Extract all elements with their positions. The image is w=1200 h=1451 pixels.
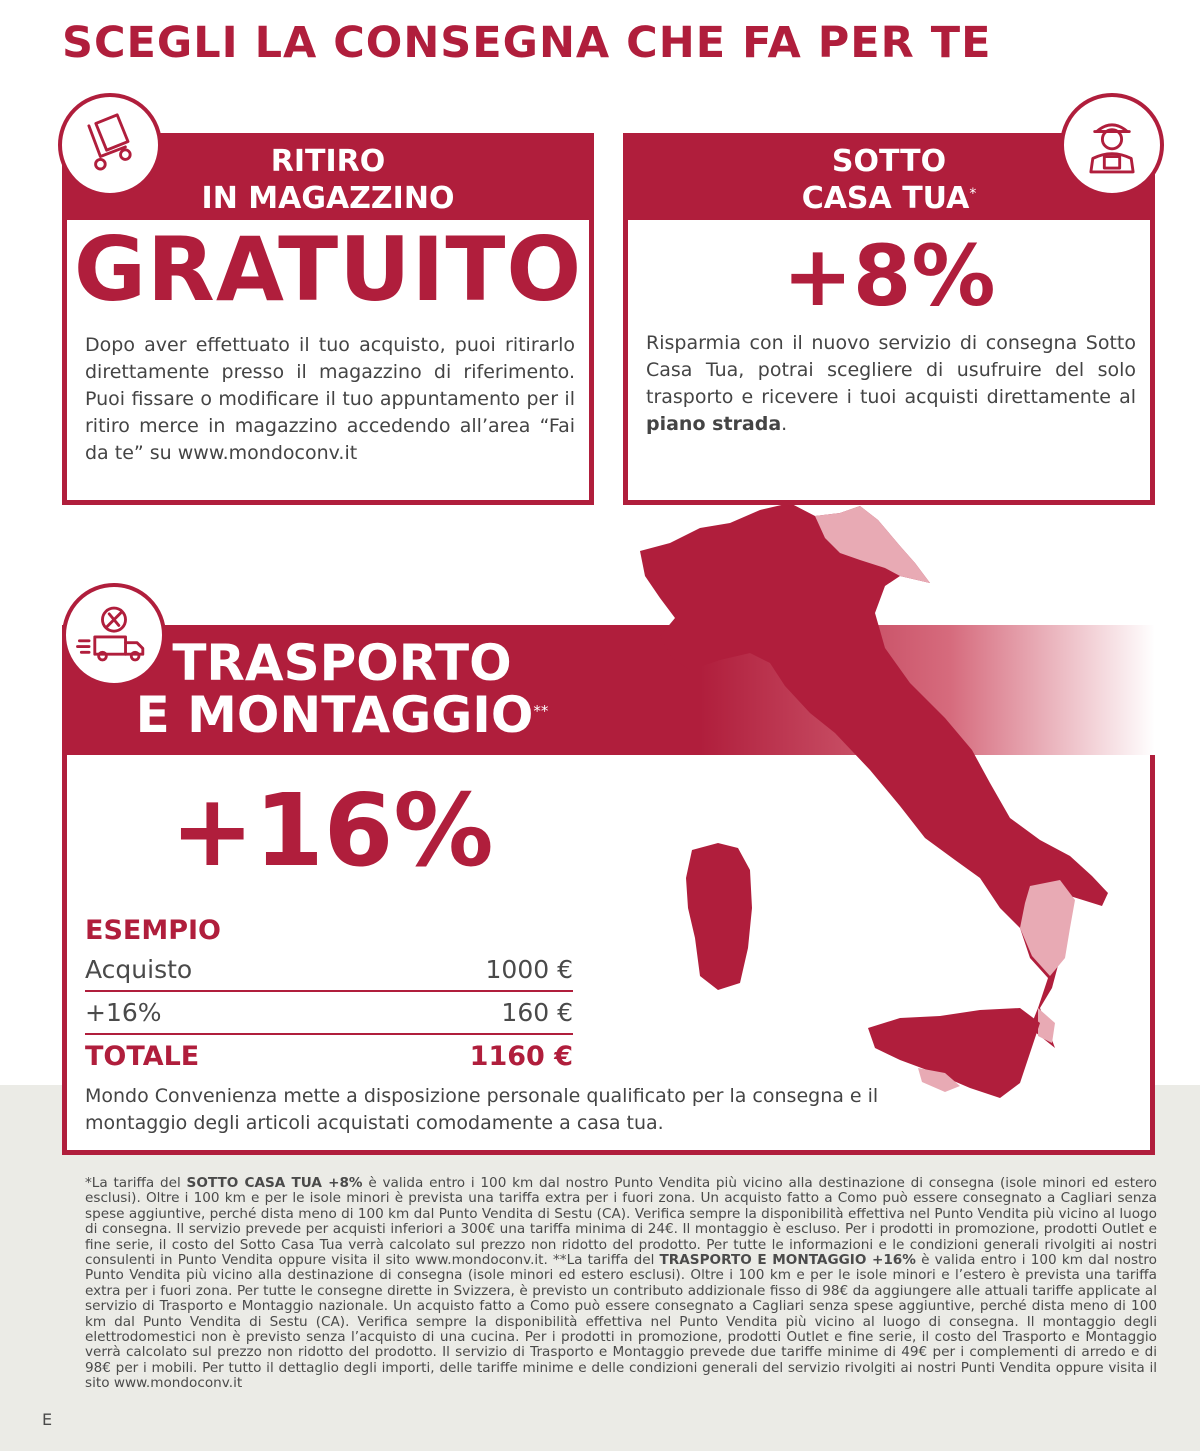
example-total-label: TOTALE [85,1040,200,1072]
example-row-label: Acquisto [85,954,193,984]
card-trasporto-title-line2-wrap [62,686,622,744]
example-row [85,992,573,1032]
card-ritiro-value: GRATUITO [73,218,583,321]
warehouse-trolley-icon [62,97,158,193]
sardinia [686,843,752,990]
card-ritiro-description: Dopo aver effettuato il tuo acquisto, puoi ritirarlo direttamente presso il magazzino di riferimento. Puoi fissare o modificare il tuo appuntamento per il ritiro merce in magazzino accedendo all’area “Fai da te” su www.mondoconv.it [85,334,575,464]
map-light-region-tip [1038,1008,1055,1043]
delivery-truck-tools-icon [66,587,162,683]
example-total-value: 1160 € [469,1040,573,1072]
card-trasporto-description: Mondo Convenienza mette a disposizione personale qualificato per la consegna e il montaggio degli articoli acquistati comodamente a casa tua. [85,1085,879,1134]
card-trasporto-title-mark: ** [533,702,549,720]
page-letter: E [42,1410,53,1429]
card-sotto-casa-description-bold: piano strada [646,413,782,435]
card-ritiro-title-line1: RITIRO [270,144,386,179]
delivery-person-icon [1064,97,1160,193]
footnote-bold: TRASPORTO E MONTAGGIO +16% [659,1252,916,1269]
card-trasporto-title-line2: E MONTAGGIO [135,686,534,744]
example-total-row [85,1036,573,1076]
example-row-value: 160 € [501,997,573,1027]
card-sotto-casa-body [628,220,1150,500]
footnote-text: è valida entro i 100 km dal nostro Punto Vendita più vicino alla destinazione di consegna (isole minori ed estero esclusi). Oltre i 100 km e per le isole minori e l’estero è prevista una tariffa extra per i fuori zona. Per tutte le consegne dirette in Svizzera, è previsto un contributo addizionale fisso di 98€ da aggiungere alle attuali tariffe applicate al servizio di Trasporto e Montaggio nazionale. Un acquisto fatto a Como può essere consegnato a Cagliari senza spese aggiuntive, perché dista meno di 100 km dal Punto Vendita di Sestu (CA). Verifica sempre la disponibilità effettiva nel Punto Vendita più vicino al luogo di consegna. Il montaggio degli elettrodomestici non è previsto senza l’acquisto di una cucina. Per i prodotti in promozione, prodotti Outlet e fine serie, il costo del Trasporto e Montaggio verrà calcolato sul prezzo non ridotto del prodotto. Il servizio di Trasporto e Montaggio prevede due tariffe minime di 49€ per i complementi di arredo e di 98€ per i mobili. Per tutto il dettaglio degli importi, delle tariffe minime e delle condizioni generali del servizio rivolgiti ai nostri Punti Vendita oppure visita il sito www.mondoconv.it [85,1252,1157,1392]
card-trasporto-title-line1: TRASPORTO [172,634,512,692]
italy-map [600,488,1160,1188]
card-sotto-casa-title-line2: CASA TUA [801,181,970,216]
example-row [85,949,573,989]
card-sotto-casa-description-end: . [781,413,788,435]
card-trasporto-icon-circle [62,583,166,687]
card-ritiro-title-line2: IN MAGAZZINO [201,181,455,216]
page-title: SCEGLI LA CONSEGNA CHE FA PER TE [62,18,992,68]
example-title: ESEMPIO [85,915,221,946]
card-sotto-casa-title-mark: * [969,186,977,202]
card-sotto-casa-description [646,330,1136,438]
card-ritiro-body [67,220,589,500]
card-sotto-casa-icon-circle [1060,93,1164,197]
card-trasporto-value: +16% [170,772,494,889]
footnote [85,1176,1157,1392]
card-sotto-casa-title-line1: SOTTO [831,144,947,179]
card-sotto-casa-value: +8% [782,227,996,325]
footnote-bold: SOTTO CASA TUA +8% [186,1175,363,1191]
footnote-text: *La tariffa del [85,1175,187,1191]
map-light-region-south [1020,880,1075,976]
card-ritiro-icon-circle [58,93,162,197]
footnote-text: è valida entro i 100 km dal nostro Punto Vendita più vicino alla destinazione di consegna (isole minori ed estero esclusi). Oltre i 100 km e per le isole minori è prevista una tariffa extra per i fuori zona. Un acquisto fatto a Como può essere consegnato a Cagliari senza spese aggiuntive, perché dista meno di 100 km dal Punto Vendita di Sestu (CA). Verifica sempre la disponibilità effettiva nel Punto Vendita più vicino al luogo di consegna. Il servizio prevede per acquisti inferiori a 300€ una tariffa minima di 24€. Il montaggio è escluso. Per i prodotti in promozione, prodotti Outlet e fine serie, il costo del Sotto Casa Tua verrà calcolato sul prezzo non ridotto del prodotto. Per tutte le informazioni e le condizioni generali rivolgiti ai nostri consulenti in Punto Vendita oppure visita il sito www.mondoconv.it. **La tariffa del [85,1175,1158,1269]
example-row-label: +16% [85,997,162,1027]
example-divider [85,1033,573,1035]
example-row-value: 1000 € [485,954,573,984]
card-sotto-casa-description-text: Risparmia con il nuovo servizio di consegna Sotto Casa Tua, potrai scegliere di usufruire del solo trasporto e ricevere i tuoi acquisti direttamente al [646,332,1136,408]
